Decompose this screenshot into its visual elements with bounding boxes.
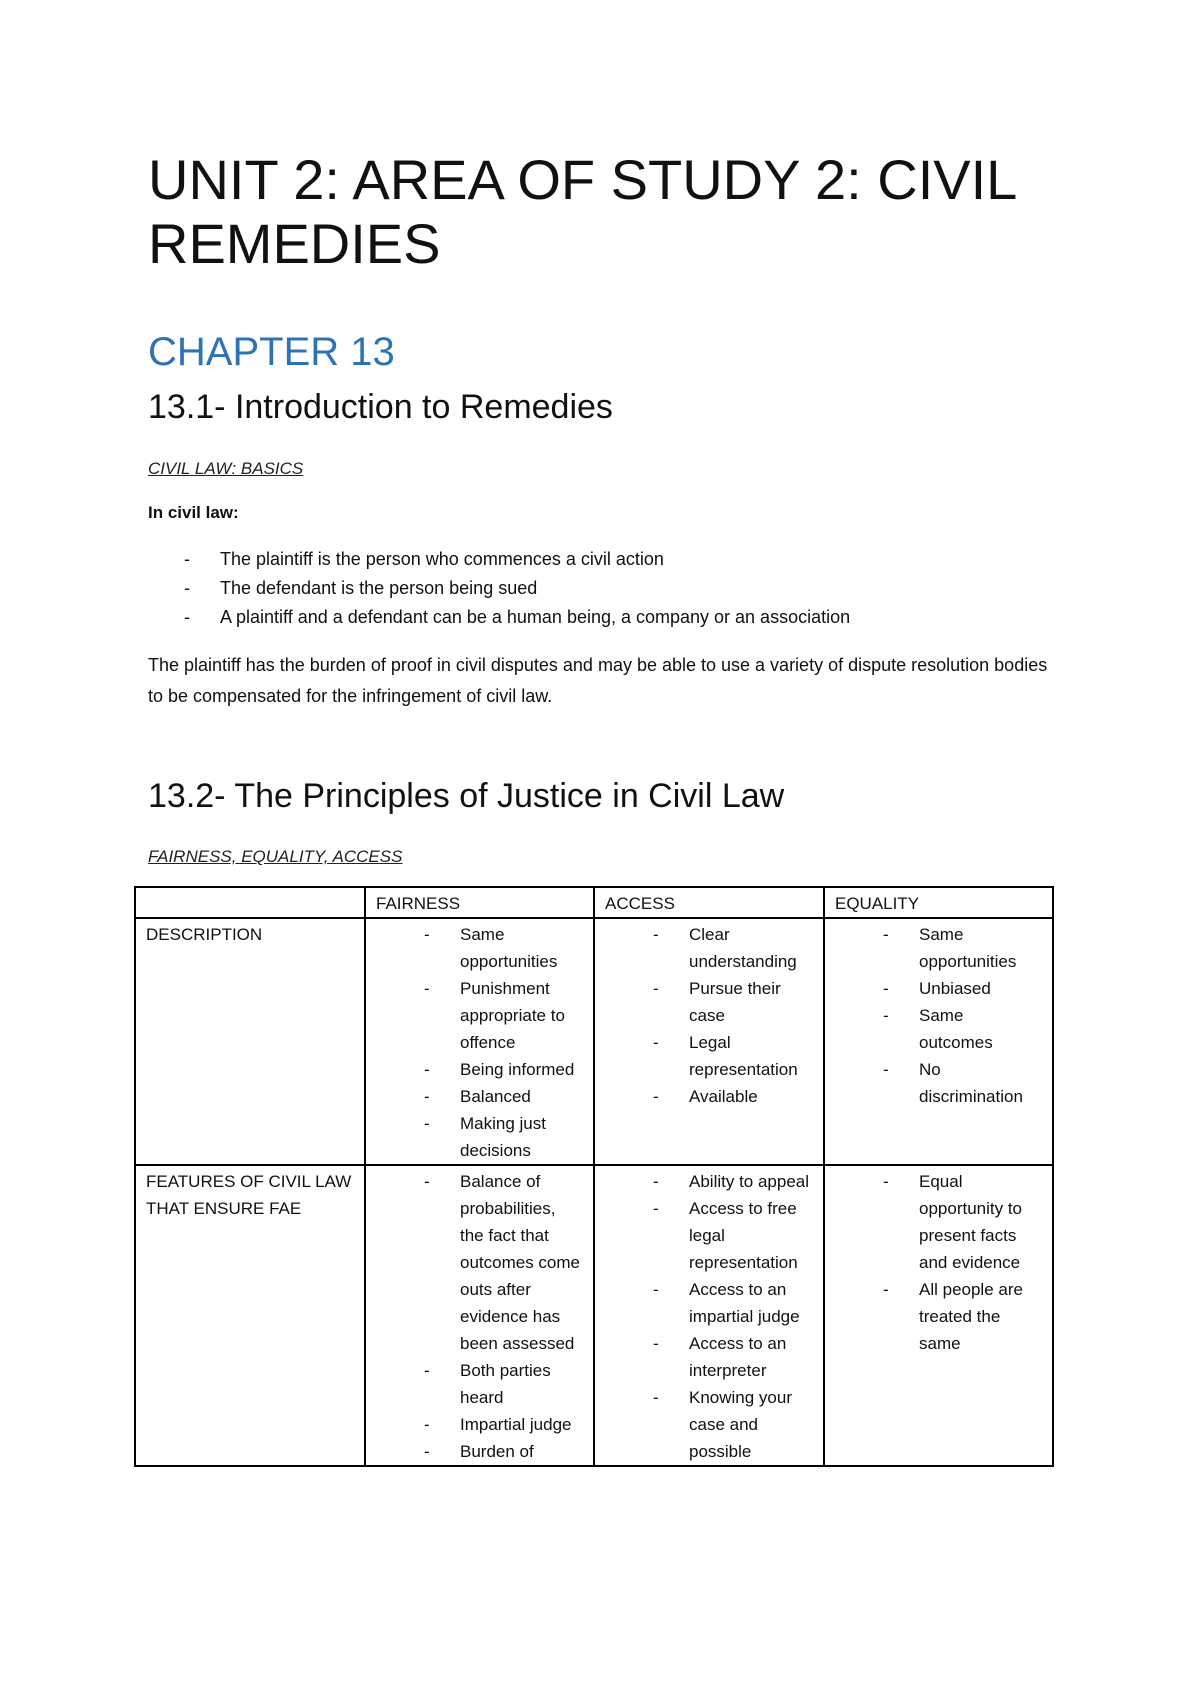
cell-text: Access to an impartial judge	[689, 1280, 800, 1326]
cell-text: Same opportunities	[919, 925, 1017, 971]
dash-marker: -	[424, 1172, 430, 1191]
cell-text: Equal opportunity to present facts and evidence	[919, 1172, 1023, 1272]
dash-marker: -	[184, 549, 190, 569]
list-item	[148, 545, 850, 574]
list-item	[605, 921, 813, 975]
table-header-row	[135, 887, 1053, 918]
cell-text: No discrimination	[919, 1060, 1023, 1106]
dash-marker: -	[424, 1114, 430, 1133]
list-item	[605, 1384, 813, 1465]
cell-text: Balanced	[460, 1087, 531, 1106]
page-title: UNIT 2: AREA OF STUDY 2: CIVIL REMEDIES	[148, 148, 1016, 275]
list-item	[835, 975, 1042, 1002]
list-item	[605, 1029, 813, 1083]
cell-list	[376, 921, 583, 1164]
list-item	[605, 1083, 813, 1110]
list-item	[605, 1195, 813, 1276]
cell-text: Burden of	[460, 1442, 534, 1461]
dash-marker: -	[184, 578, 190, 598]
cell-text: Impartial judge	[460, 1415, 572, 1434]
body-paragraph: The plaintiff has the burden of proof in civil disputes and may be able to use a variety of dispute resolution bodies to be compensated for the infringement of civil law.	[148, 655, 1048, 706]
list-item	[605, 1168, 813, 1195]
dash-marker: -	[653, 1087, 659, 1106]
list-item	[835, 1168, 1042, 1276]
cell-text: Unbiased	[919, 979, 991, 998]
cell-list	[605, 1168, 813, 1465]
cell-text: Same outcomes	[919, 1006, 993, 1052]
cell-text: Pursue their case	[689, 979, 781, 1025]
list-item	[376, 975, 583, 1056]
list-item	[376, 1168, 583, 1357]
dash-marker: -	[653, 1280, 659, 1299]
cell-fairness	[365, 1165, 594, 1466]
cell-access	[594, 1165, 824, 1466]
cell-equality	[824, 1165, 1053, 1466]
list-item	[835, 1276, 1042, 1357]
table-row	[135, 918, 1053, 1165]
list-item	[605, 1276, 813, 1330]
dash-marker: -	[653, 1388, 659, 1407]
dash-marker: -	[883, 1060, 889, 1079]
list-item	[376, 1110, 583, 1164]
cell-text: Access to free legal representation	[689, 1199, 798, 1272]
cell-text: Making just decisions	[460, 1114, 546, 1160]
chapter-heading: CHAPTER 13	[148, 330, 395, 374]
subheading-fairness-equality-access: FAIRNESS, EQUALITY, ACCESS	[148, 847, 403, 866]
bullet-text: A plaintiff and a defendant can be a human being, a company or an association	[220, 607, 851, 627]
list-item	[835, 1002, 1042, 1056]
section-heading-13-2: 13.2- The Principles of Justice in Civil Law	[148, 777, 785, 815]
cell-fairness	[365, 918, 594, 1165]
list-item	[376, 1056, 583, 1083]
list-item	[605, 975, 813, 1029]
cell-text: Access to an interpreter	[689, 1334, 787, 1380]
list-item	[376, 1357, 583, 1411]
list-item	[376, 921, 583, 975]
header-cell-fairness: FAIRNESS	[365, 887, 594, 918]
list-item	[835, 1056, 1042, 1110]
header-cell-equality: EQUALITY	[824, 887, 1053, 918]
dash-marker: -	[424, 1361, 430, 1380]
dash-marker: -	[883, 1006, 889, 1025]
cell-text: Both parties heard	[460, 1361, 551, 1407]
dash-marker: -	[653, 1033, 659, 1052]
cell-text: Balance of probabilities, the fact that outcomes come outs after evidence has been assessed	[460, 1172, 580, 1353]
dash-marker: -	[653, 925, 659, 944]
list-item	[148, 574, 850, 603]
lead-text: In civil law:	[148, 503, 239, 522]
cell-text: Clear understanding	[689, 925, 797, 971]
header-cell-empty	[135, 887, 365, 918]
cell-list	[835, 1168, 1042, 1357]
cell-text: Ability to appeal	[689, 1172, 810, 1191]
cell-text: Same opportunities	[460, 925, 558, 971]
table-row	[135, 1165, 1053, 1466]
cell-text: Available	[689, 1087, 758, 1106]
dash-marker: -	[653, 1199, 659, 1218]
dash-marker: -	[653, 1334, 659, 1353]
dash-marker: -	[883, 925, 889, 944]
cell-list	[835, 921, 1042, 1110]
cell-text: Knowing your case and possible	[689, 1388, 793, 1461]
dash-marker: -	[424, 1060, 430, 1079]
list-item	[376, 1083, 583, 1110]
cell-text: Punishment appropriate to offence	[460, 979, 565, 1052]
bullet-text: The defendant is the person being sued	[220, 578, 538, 598]
dash-marker: -	[653, 1172, 659, 1191]
cell-text: Being informed	[460, 1060, 575, 1079]
list-item	[148, 603, 850, 632]
dash-marker: -	[424, 1087, 430, 1106]
list-item	[376, 1411, 583, 1438]
dash-marker: -	[424, 979, 430, 998]
cell-text: Legal representation	[689, 1033, 798, 1079]
dash-marker: -	[424, 925, 430, 944]
dash-marker: -	[653, 979, 659, 998]
dash-marker: -	[424, 1442, 430, 1461]
dash-marker: -	[883, 979, 889, 998]
header-cell-access: ACCESS	[594, 887, 824, 918]
list-item	[835, 921, 1042, 975]
principles-table	[134, 886, 1054, 1467]
dash-marker: -	[424, 1415, 430, 1434]
cell-equality	[824, 918, 1053, 1165]
row-label-description: DESCRIPTION	[135, 918, 365, 1165]
row-label-features: FEATURES OF CIVIL LAW THAT ENSURE FAE	[135, 1165, 365, 1466]
list-item	[605, 1330, 813, 1384]
subheading-civil-law-basics: CIVIL LAW: BASICS	[148, 459, 304, 478]
dash-marker: -	[184, 607, 190, 627]
bullet-list	[148, 545, 850, 632]
list-item	[376, 1438, 583, 1465]
dash-marker: -	[883, 1280, 889, 1299]
cell-access	[594, 918, 824, 1165]
cell-list	[376, 1168, 583, 1465]
cell-list	[605, 921, 813, 1110]
dash-marker: -	[883, 1172, 889, 1191]
cell-text: All people are treated the same	[919, 1280, 1023, 1353]
bullet-text: The plaintiff is the person who commences a civil action	[220, 549, 664, 569]
section-heading-13-1: 13.1- Introduction to Remedies	[148, 388, 613, 426]
